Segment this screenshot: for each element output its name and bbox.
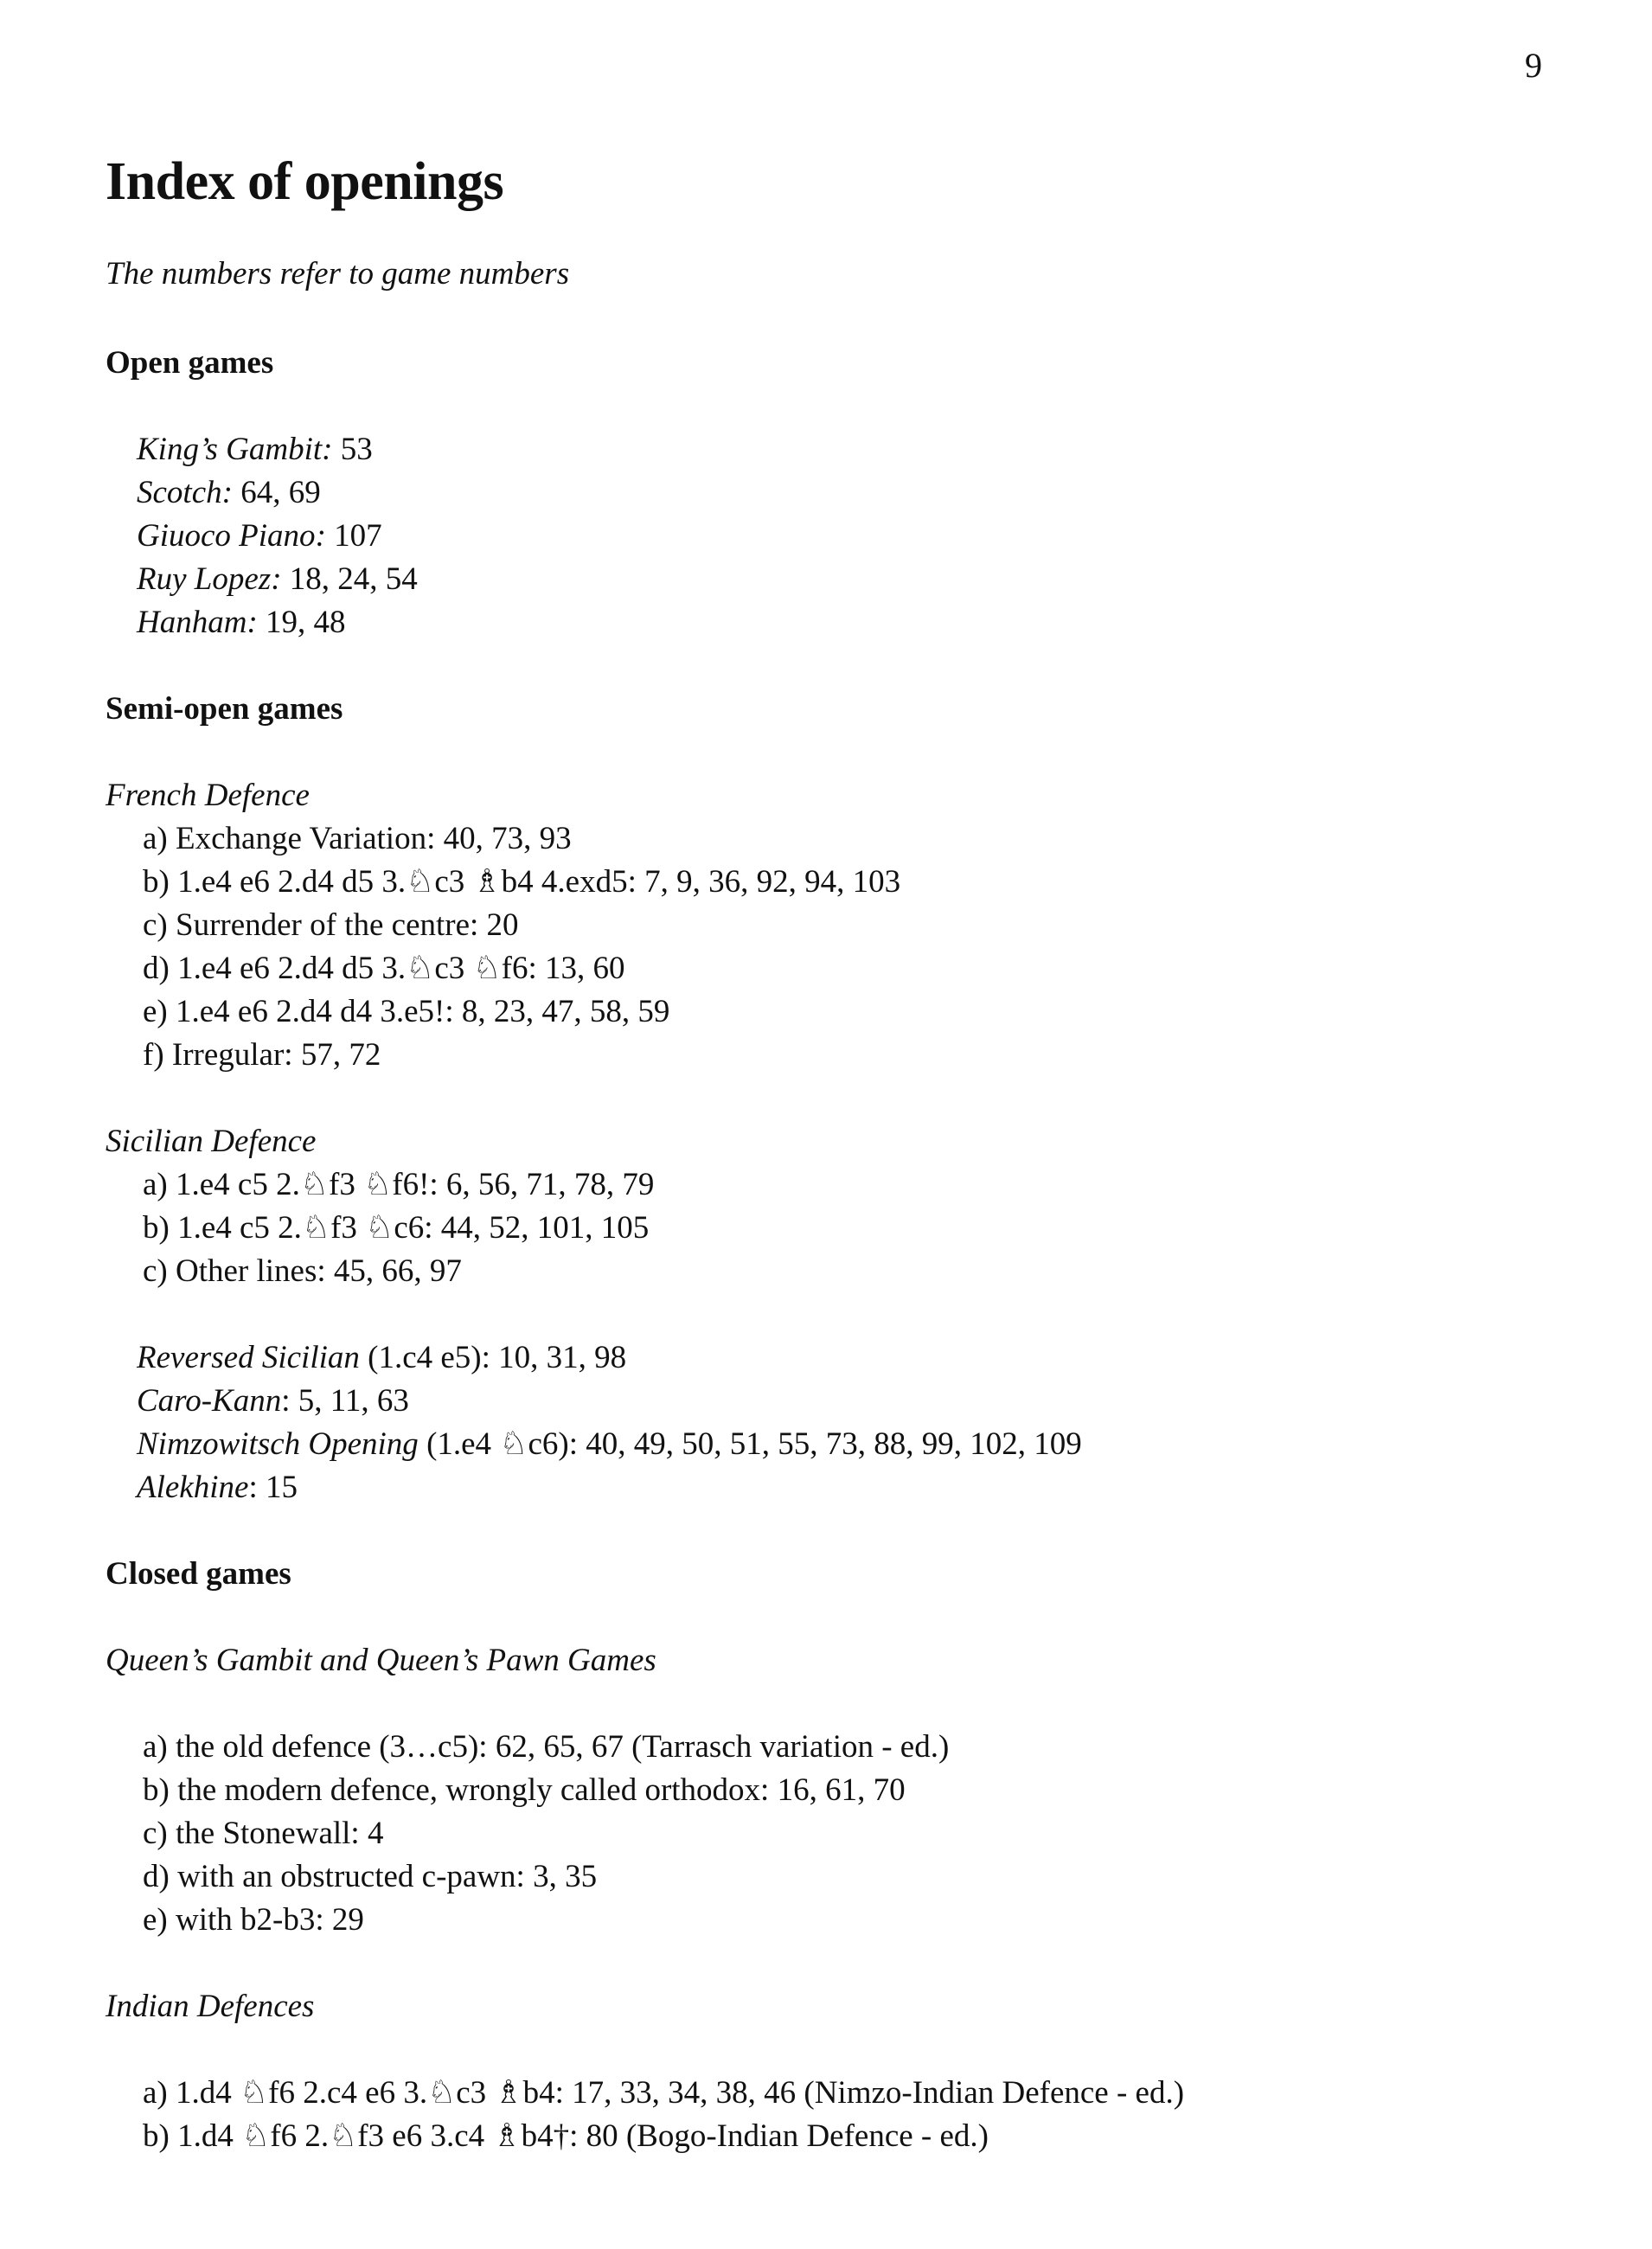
list-item: Giuoco Piano: 107 — [137, 518, 382, 554]
list-item: b) 1.e4 e6 2.d4 d5 3.♘c3 ♗b4 4.exd5: 7, 9, 36, 92, 94, 103 — [143, 864, 901, 900]
opening-name: Caro-Kann — [137, 1383, 282, 1419]
list-item: d) with an obstructed c-pawn: 3, 35 — [143, 1859, 598, 1894]
list-item: a) the old defence (3…c5): 62, 65, 67 (Tarrasch variation - ed.) — [143, 1729, 950, 1765]
subsection-title-sicilian-defence: Sicilian Defence — [106, 1124, 317, 1159]
list-item: c) Other lines: 45, 66, 97 — [143, 1253, 462, 1289]
list-item: King’s Gambit: 53 — [137, 432, 373, 467]
list-item: e) with b2-b3: 29 — [143, 1902, 364, 1938]
opening-name: Reversed Sicilian — [137, 1340, 360, 1375]
opening-name: Alekhine — [137, 1470, 249, 1505]
list-item: Scotch: 64, 69 — [137, 475, 321, 510]
list-item: b) the modern defence, wrongly called orthodox: 16, 61, 70 — [143, 1772, 906, 1808]
list-item: b) 1.d4 ♘f6 2.♘f3 e6 3.c4 ♗b4†: 80 (Bogo-Indian Defence - ed.) — [143, 2118, 989, 2154]
section-heading-semi-open-games: Semi-open games — [106, 691, 343, 727]
list-item: a) 1.e4 c5 2.♘f3 ♘f6!: 6, 56, 71, 78, 79 — [143, 1167, 655, 1202]
subsection-title-queens-gambit: Queen’s Gambit and Queen’s Pawn Games — [106, 1643, 656, 1678]
game-numbers: : 15 — [248, 1470, 298, 1505]
page-title: Index of openings — [106, 152, 504, 211]
list-item: c) the Stonewall: 4 — [143, 1816, 384, 1851]
section-heading-open-games: Open games — [106, 345, 274, 381]
game-numbers: (1.c4 e5): 10, 31, 98 — [359, 1340, 627, 1375]
list-item: c) Surrender of the centre: 20 — [143, 907, 519, 943]
game-numbers: 64, 69 — [232, 475, 321, 510]
list-item — [106, 1466, 1576, 1509]
opening-name: Hanham — [137, 605, 247, 640]
list-item: f) Irregular: 57, 72 — [143, 1037, 381, 1073]
game-numbers: 18, 24, 54 — [281, 561, 418, 597]
page-number: 9 — [1525, 46, 1542, 85]
section-heading-closed-games: Closed games — [106, 1556, 291, 1592]
list-item: d) 1.e4 e6 2.d4 d5 3.♘c3 ♘f6: 13, 60 — [143, 951, 625, 986]
opening-name: Scotch — [137, 475, 222, 510]
index-content — [106, 342, 1576, 2158]
list-item: e) 1.e4 e6 2.d4 d4 3.e5!: 8, 23, 47, 58, 59 — [143, 994, 670, 1029]
list-item: Hanham: 19, 48 — [137, 605, 346, 640]
subsection-title-indian-defences: Indian Defences — [106, 1989, 315, 2024]
opening-name: Giuoco Piano — [137, 518, 316, 554]
opening-name: Nimzowitsch Opening — [137, 1426, 419, 1462]
game-numbers: 53 — [332, 432, 373, 467]
list-item — [106, 1336, 1576, 1380]
list-item: b) 1.e4 c5 2.♘f3 ♘c6: 44, 52, 101, 105 — [143, 1210, 650, 1246]
list-item: a) Exchange Variation: 40, 73, 93 — [143, 821, 572, 856]
opening-name: King’s Gambit — [137, 432, 323, 467]
game-numbers: (1.e4 ♘c6): 40, 49, 50, 51, 55, 73, 88, 99, 102, 109 — [418, 1426, 1082, 1462]
list-item: Ruy Lopez: 18, 24, 54 — [137, 561, 418, 597]
list-item: a) 1.d4 ♘f6 2.c4 e6 3.♘c3 ♗b4: 17, 33, 34, 38, 46 (Nimzo-Indian Defence - ed.) — [143, 2075, 1185, 2111]
opening-name: Ruy Lopez — [137, 561, 272, 597]
list-item — [106, 1380, 1576, 1423]
subsection-title-french-defence: French Defence — [106, 778, 310, 813]
open-games-list — [106, 428, 1576, 644]
game-numbers: : 5, 11, 63 — [281, 1383, 409, 1419]
list-item — [106, 1423, 1576, 1466]
page-subtitle: The numbers refer to game numbers — [106, 256, 570, 292]
game-numbers: 19, 48 — [257, 605, 346, 640]
game-numbers: 107 — [325, 518, 382, 554]
